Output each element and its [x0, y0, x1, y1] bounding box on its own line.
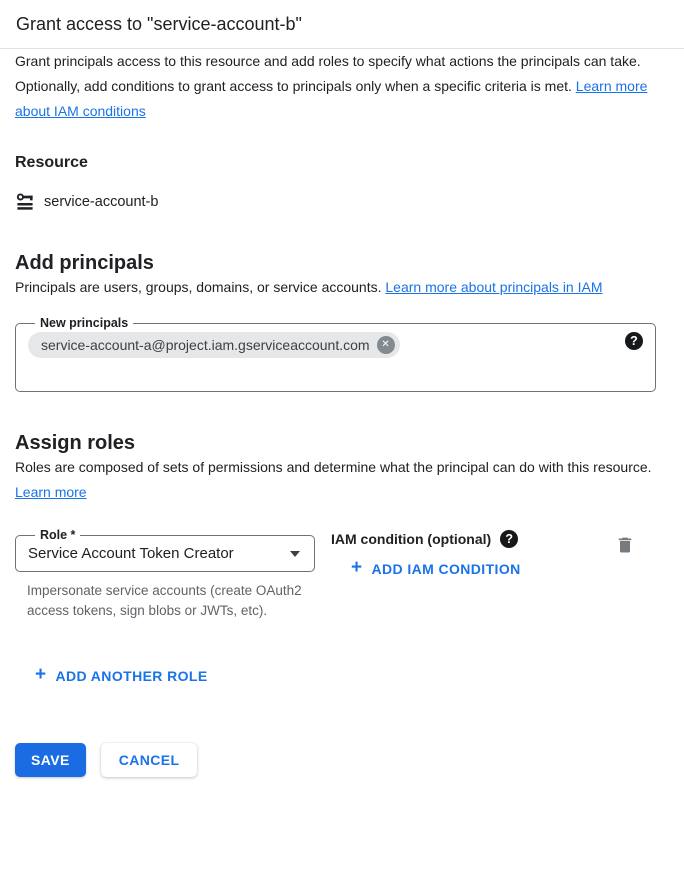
resource-heading: Resource [15, 154, 88, 171]
service-account-icon [15, 192, 35, 212]
assign-roles-description [15, 455, 663, 505]
role-select[interactable] [15, 529, 315, 572]
dialog-body [0, 49, 684, 685]
add-iam-condition-button[interactable] [351, 560, 521, 577]
role-column [15, 529, 315, 620]
delete-role-button[interactable] [609, 529, 641, 559]
add-principals-description [15, 275, 663, 300]
save-button[interactable]: SAVE [15, 743, 86, 777]
intro-text: Grant principals access to this resource and add roles to specify what actions the principals can take. Optionally, add conditions to grant access to principals only when a specific criteria is met. [15, 53, 641, 94]
assign-roles-text: Roles are composed of sets of permissions and determine what the principal can do with this resource. [15, 459, 652, 475]
role-label: Role * [40, 528, 76, 542]
add-principals-text: Principals are users, groups, domains, or service accounts. [15, 279, 386, 295]
add-iam-condition-label: ADD IAM CONDITION [371, 560, 521, 577]
resource-name: service-account-b [44, 194, 159, 210]
assign-roles-heading: Assign roles [15, 432, 136, 454]
chevron-down-icon [290, 551, 300, 557]
condition-label: IAM condition (optional) [331, 531, 492, 547]
principal-chip[interactable] [28, 332, 400, 358]
intro-paragraph [15, 49, 667, 124]
cancel-button[interactable]: CANCEL [101, 743, 198, 777]
close-icon[interactable] [377, 336, 395, 354]
new-principals-label: New principals [40, 316, 129, 330]
add-another-role-button[interactable] [35, 667, 208, 684]
add-another-role-label: ADD ANOTHER ROLE [55, 667, 208, 684]
help-icon[interactable] [500, 530, 518, 548]
roles-learn-more-link[interactable]: Learn more [15, 484, 87, 500]
role-select-inner [28, 542, 304, 566]
new-principals-field[interactable] [15, 317, 656, 392]
condition-label-row [331, 530, 521, 548]
plus-icon [351, 558, 363, 577]
dialog-title: Grant access to "service-account-b" [16, 14, 302, 34]
condition-column [331, 529, 521, 578]
trash-icon [615, 543, 635, 558]
plus-icon [35, 665, 47, 684]
role-help-text: Impersonate service accounts (create OAuth2 access tokens, sign blobs or JWTs, etc). [27, 583, 302, 618]
role-row [15, 529, 669, 620]
dialog-footer [15, 743, 684, 777]
principals-link[interactable]: Learn more about principals in IAM [385, 279, 603, 295]
dialog-header [0, 0, 684, 49]
new-principals-inner [28, 332, 643, 358]
add-principals-heading: Add principals [15, 252, 154, 274]
principal-chip-text: service-account-a@project.iam.gserviceaccount.com [41, 336, 370, 353]
resource-row [15, 192, 669, 212]
iam-conditions-link[interactable]: Learn more about IAM conditions [15, 78, 648, 119]
help-icon[interactable] [625, 332, 643, 350]
role-selected-value: Service Account Token Creator [28, 545, 234, 562]
